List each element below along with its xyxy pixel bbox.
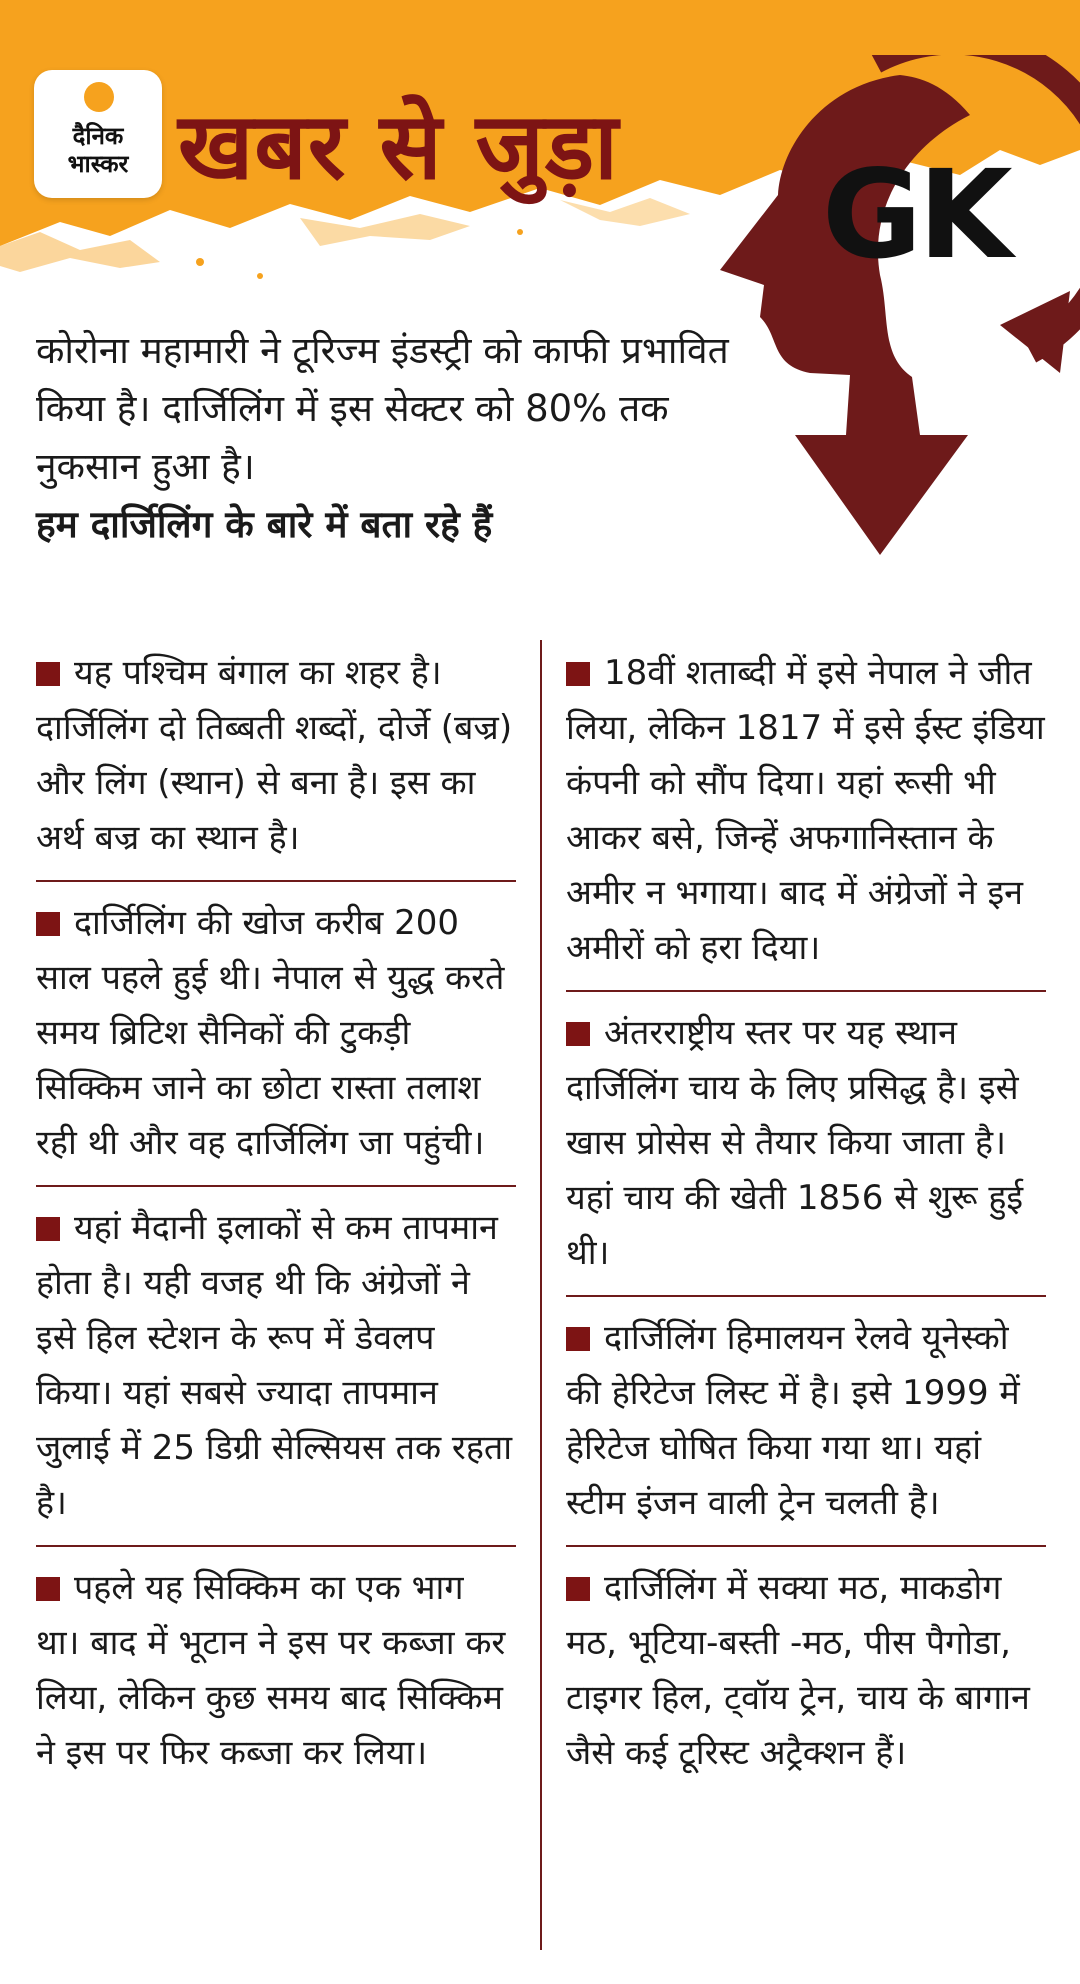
fact-item — [36, 640, 516, 880]
bullet-square-icon — [566, 1022, 590, 1046]
logo-text-line2: भास्कर — [67, 150, 129, 178]
fact-text: यह पश्चिम बंगाल का शहर है। दार्जिलिंग दो तिब्बती शब्दों, दोर्जे (बज्र) और लिंग (स्थान) से बना है। इस का अर्थ बज्र का स्थान है। — [36, 653, 513, 858]
fact-text: दार्जिलिंग में सक्या मठ, माकडोग मठ, भूटिया-बस्ती -मठ, पीस पैगोडा, टाइगर हिल, ट्वॉय ट्रेन, चाय के बागान जैसे कई टूरिस्ट अट्रैक्शन हैं। — [566, 1568, 1030, 1773]
bullet-square-icon — [566, 1327, 590, 1351]
gk-badge: GK — [822, 144, 1009, 286]
bullet-square-icon — [566, 1577, 590, 1601]
logo-text-line1: दैनिक — [72, 122, 124, 150]
fact-text: दार्जिलिंग की खोज करीब 200 साल पहले हुई थी। नेपाल से युद्ध करते समय ब्रिटिश सैनिकों की टुकड़ी सिक्किम जाने का छोटा रास्ता तलाश रही थी और वह दार्जिलिंग जा पहुंची। — [36, 903, 505, 1163]
fact-item — [36, 880, 516, 1185]
bullet-square-icon — [36, 662, 60, 686]
bullet-square-icon — [36, 912, 60, 936]
fact-text: पहले यह सिक्किम का एक भाग था। बाद में भूटान ने इस पर कब्जा कर लिया, लेकिन कुछ समय बाद सिक्किम ने इस पर फिर कब्जा कर लिया। — [36, 1568, 506, 1773]
fact-text: अंतरराष्ट्रीय स्तर पर यह स्थान दार्जिलिंग चाय के लिए प्रसिद्ध है। इसे खास प्रोसेस से तैयार किया जाता है। यहां चाय की खेती 1856 से शुरू हुई थी। — [566, 1013, 1024, 1273]
head-arrow-icon — [700, 55, 1080, 565]
intro-highlight: हम दार्जिलिंग के बारे में बता रहे हैं — [36, 503, 493, 546]
bullet-square-icon — [36, 1577, 60, 1601]
fact-item — [566, 1295, 1046, 1545]
bullet-square-icon — [566, 662, 590, 686]
fact-item — [566, 990, 1046, 1295]
fact-item — [36, 1545, 516, 1795]
sun-icon — [84, 82, 114, 112]
dainik-bhaskar-logo — [34, 70, 162, 198]
fact-item — [566, 640, 1046, 990]
fact-item — [36, 1185, 516, 1545]
facts-column-right — [566, 640, 1046, 1795]
intro-paragraph: कोरोना महामारी ने टूरिज्म इंडस्ट्री को काफी प्रभावित किया है। दार्जिलिंग में इस सेक्टर को 80% तक नुकसान हुआ है। — [36, 329, 729, 488]
facts-column-left — [36, 640, 516, 1795]
fact-item — [566, 1545, 1046, 1795]
page-title: खबर से जुड़ा — [178, 93, 619, 200]
fact-text: दार्जिलिंग हिमालयन रेलवे यूनेस्को की हेरिटेज लिस्ट में है। इसे 1999 में हेरिटेज घोषित किया गया था। यहां स्टीम इंजन वाली ट्रेन चलती है। — [566, 1318, 1020, 1523]
column-divider — [540, 640, 542, 1950]
bullet-square-icon — [36, 1217, 60, 1241]
fact-text: 18वीं शताब्दी में इसे नेपाल ने जीत लिया, लेकिन 1817 में इसे ईस्ट इंडिया कंपनी को सौंप दिया। यहां रूसी भी आकर बसे, जिन्हें अफगानिस्तान के अमीर न भगाया। बाद में अंग्रेजों ने इन अमीरों को हरा दिया। — [566, 653, 1045, 968]
fact-text: यहां मैदानी इलाकों से कम तापमान होता है। यही वजह थी कि अंग्रेजों ने इसे हिल स्टेशन के रूप में डेवलप किया। यहां सबसे ज्यादा तापमान जुलाई में 25 डिग्री सेल्सियस तक रहता है। — [36, 1208, 513, 1523]
intro-text — [36, 322, 756, 554]
